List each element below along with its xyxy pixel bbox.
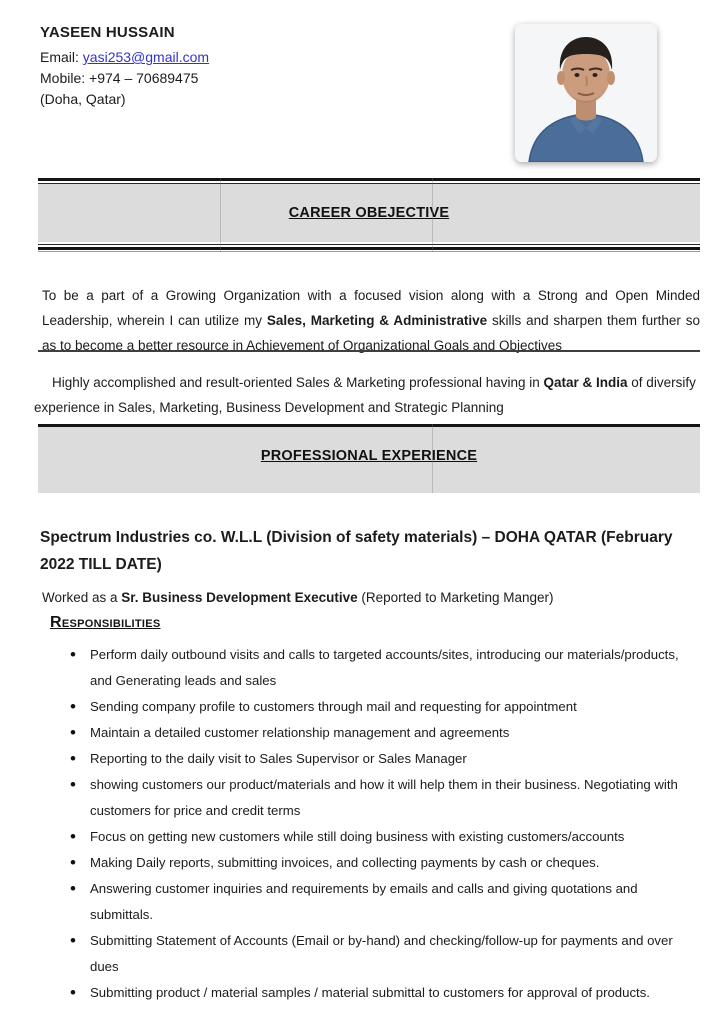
candidate-name: YASEEN HUSSAIN (40, 24, 175, 41)
banner-bottom-gray-rule (38, 251, 700, 252)
responsibility-item: • Reporting to the daily visit to Sales Supervisor or Sales Manager (70, 746, 690, 772)
objective-text-bold: Sales, Marketing & Administrative (266, 313, 488, 328)
portrait-illustration (515, 24, 657, 162)
responsibility-item: • Submitting product / material samples / material submittal to customers for approval of products. (70, 980, 690, 1006)
professional-experience-banner-body (38, 427, 700, 493)
summary-text-post: of diversify experience in Sales, Marketing, Business Development and Strategic Planning (34, 375, 696, 415)
responsibility-item: • Submitting Statement of Accounts (Email or by-hand) and checking/follow-up for payments and over dues (70, 928, 690, 980)
responsibility-item: • Maintain a detailed customer relationship management and agreements (70, 720, 690, 746)
header (40, 24, 700, 174)
banner-bottom-thin-rule (38, 244, 700, 245)
objective-text-pre: To be a part of a Growing Organization with a focused vision along with a Strong and Open Minded Leadership, wherein I can utilize my (42, 288, 700, 328)
location-line: (Doha, Qatar) (40, 91, 126, 107)
responsibility-item: • Sending company profile to customers through mail and requesting for appointment (70, 694, 690, 720)
email-label: Email: (40, 49, 83, 65)
summary-paragraph (34, 370, 700, 420)
worked-as-bold: Sr. Business Development Executive (121, 590, 358, 605)
job-heading: Spectrum Industries co. W.L.L (Division of safety materials) – DOHA QATAR (February 2022 TILL DATE) (40, 529, 673, 573)
candidate-photo (515, 24, 657, 162)
table-gridline (220, 178, 221, 252)
mobile-line: Mobile: +974 – 70689475 (40, 70, 199, 86)
responsibility-item: • Making Daily reports, submitting invoices, and collecting payments by cash or cheques. (70, 850, 690, 876)
objective-text-post: skills and sharpen them further so as to become a better resource in Achievement of Organizational Goals and Objectives (42, 313, 700, 353)
horizontal-divider (38, 350, 700, 352)
worked-as-pre: Worked as a (42, 590, 122, 605)
career-objective-banner (38, 178, 700, 252)
table-gridline (432, 424, 433, 493)
career-objective-banner-body (38, 184, 700, 242)
banner-bottom-thick-rule (38, 247, 700, 250)
email-link[interactable]: yasi253@gmail.com (82, 49, 210, 65)
worked-as-post: (Reported to Marketing Manger) (357, 590, 554, 605)
professional-experience-banner (38, 424, 700, 493)
responsibilities-list (70, 642, 690, 1006)
objective-paragraph (42, 283, 700, 358)
banner-top-thick-rule (38, 178, 700, 181)
responsibility-item: • Answering customer inquiries and requirements by emails and calls and giving quotations and submittals. (70, 876, 690, 928)
career-objective-title: CAREER OBEJECTIVE (288, 205, 450, 221)
responsibilities-title: Responsibilities (50, 614, 161, 631)
responsibility-item: • Focus on getting new customers while still doing business with existing customers/accounts (70, 824, 690, 850)
professional-experience-title: PROFESSIONAL EXPERIENCE (260, 448, 478, 464)
summary-text-bold: Qatar & India (543, 375, 628, 390)
summary-text-pre: Highly accomplished and result-oriented Sales & Marketing professional having in (52, 375, 544, 390)
responsibility-item: • Perform daily outbound visits and calls to targeted accounts/sites, introducing our materials/products, and Generating leads and sales (70, 642, 690, 694)
table-gridline (432, 178, 433, 252)
responsibilities-section (0, 600, 690, 1006)
responsibility-item: • showing customers our product/materials and how it will help them in their business. Negotiating with customers for price and credit terms (70, 772, 690, 824)
